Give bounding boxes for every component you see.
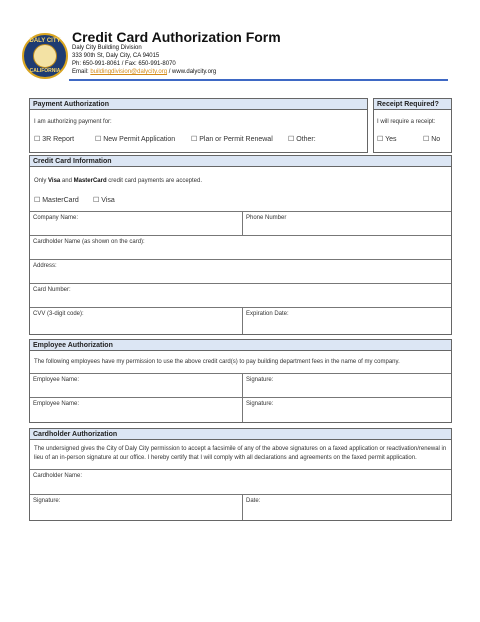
website-text: / www.dalycity.org [167,69,217,75]
checkbox-visa[interactable]: ☐ Visa [93,197,115,204]
cardholder-name-sign-field[interactable] [30,469,451,494]
employee-signature-field-1[interactable] [242,373,451,397]
address-label: Address: [33,263,57,269]
cardholder-statement-line1: The undersigned gives the City of Daly City permission to accept a facsimile of any of the above signatures on a faxed application or reactivation/renewal in [34,446,447,452]
cardholder-name-field[interactable] [30,235,451,259]
credit-card-section [29,155,452,335]
checkbox-mastercard[interactable]: ☐ MasterCard [34,197,79,204]
employee-signature-field-2[interactable] [242,397,451,422]
cardholder-authorization-section [29,428,452,521]
checkbox-3r-report[interactable]: ☐ 3R Report [34,136,75,143]
cardholder-statement-line2: lieu of an in-person signature at our office. I hereby certify that I will comply with all declarations and agreements on the faxed permit application. [34,455,417,461]
form-title: Credit Card Authorization Form [72,29,281,45]
cardholder-name-sign-label: Cardholder Name: [33,473,83,479]
checkbox-receipt-no[interactable]: ☐ No [423,136,441,143]
receipt-section-title: Receipt Required? [374,99,451,110]
expiration-date-field[interactable] [242,307,451,334]
cardholder-signature-field[interactable] [30,494,242,520]
checkbox-new-permit[interactable]: ☐ New Permit Application [95,136,176,143]
cardholder-date-field[interactable] [242,494,451,520]
employee-authorization-section [29,339,452,423]
note-and: and [60,178,74,184]
payment-authorization-section [29,98,368,153]
phone-number-label: Phone Number [246,215,287,221]
cvv-label: CVV (3-digit code): [33,311,84,317]
cardholder-signature-label: Signature: [33,498,61,504]
cardholder-name-label: Cardholder Name (as shown on the card): [33,239,145,245]
card-section-title: Credit Card Information [30,156,451,167]
employee-name-label-2: Employee Name: [33,401,80,407]
address-field[interactable] [30,259,451,283]
receipt-prompt: I will require a receipt: [377,119,436,125]
checkbox-other[interactable]: ☐ Other: [288,136,316,143]
checkbox-receipt-yes[interactable]: ☐ Yes [377,136,397,143]
company-name-field[interactable] [30,211,242,235]
note-prefix: Only [34,178,49,184]
cardholder-date-label: Date: [246,498,261,504]
payment-prompt: I am authorizing payment for: [34,119,112,125]
mastercard-logo-text: MasterCard [73,178,107,184]
employee-section-title: Employee Authorization [30,340,451,351]
seal-bottom-text: CALIFORNIA [29,68,61,74]
card-number-label: Card Number: [33,287,71,293]
card-number-field[interactable] [30,283,451,307]
city-seal-logo [22,33,68,79]
seal-top-text: DALY CITY [29,38,61,44]
expiration-date-label: Expiration Date: [246,311,289,317]
division-phone: Ph: 650-991-8061 / Fax: 650-991-8070 [72,61,176,67]
contact-line [72,69,216,76]
company-name-label: Company Name: [33,215,79,221]
seal-emblem-icon [33,44,57,68]
cvv-field[interactable] [30,307,242,334]
employee-signature-label-1: Signature: [246,377,274,383]
email-link[interactable]: buildingdivision@dalycity.org [90,69,168,75]
email-prefix: Email: [72,69,91,75]
header-rule [69,79,448,81]
cardholder-section-title: Cardholder Authorization [30,429,451,440]
visa-logo-text: Visa [48,178,61,184]
employee-name-field-2[interactable] [30,397,242,422]
division-name: Daly City Building Division [72,45,142,51]
payment-section-title: Payment Authorization [30,99,367,110]
employee-statement: The following employees have my permission to use the above credit card(s) to pay building department fees in the name of my company. [34,359,400,365]
employee-name-field-1[interactable] [30,373,242,397]
note-suffix: credit card payments are accepted. [106,178,203,184]
division-address: 333 90th St, Daly City, CA 94015 [72,53,160,59]
employee-name-label-1: Employee Name: [33,377,80,383]
employee-signature-label-2: Signature: [246,401,274,407]
checkbox-permit-renewal[interactable]: ☐ Plan or Permit Renewal [191,136,273,143]
receipt-section [373,98,452,153]
card-accepted-note [34,178,202,184]
phone-number-field[interactable] [242,211,451,235]
